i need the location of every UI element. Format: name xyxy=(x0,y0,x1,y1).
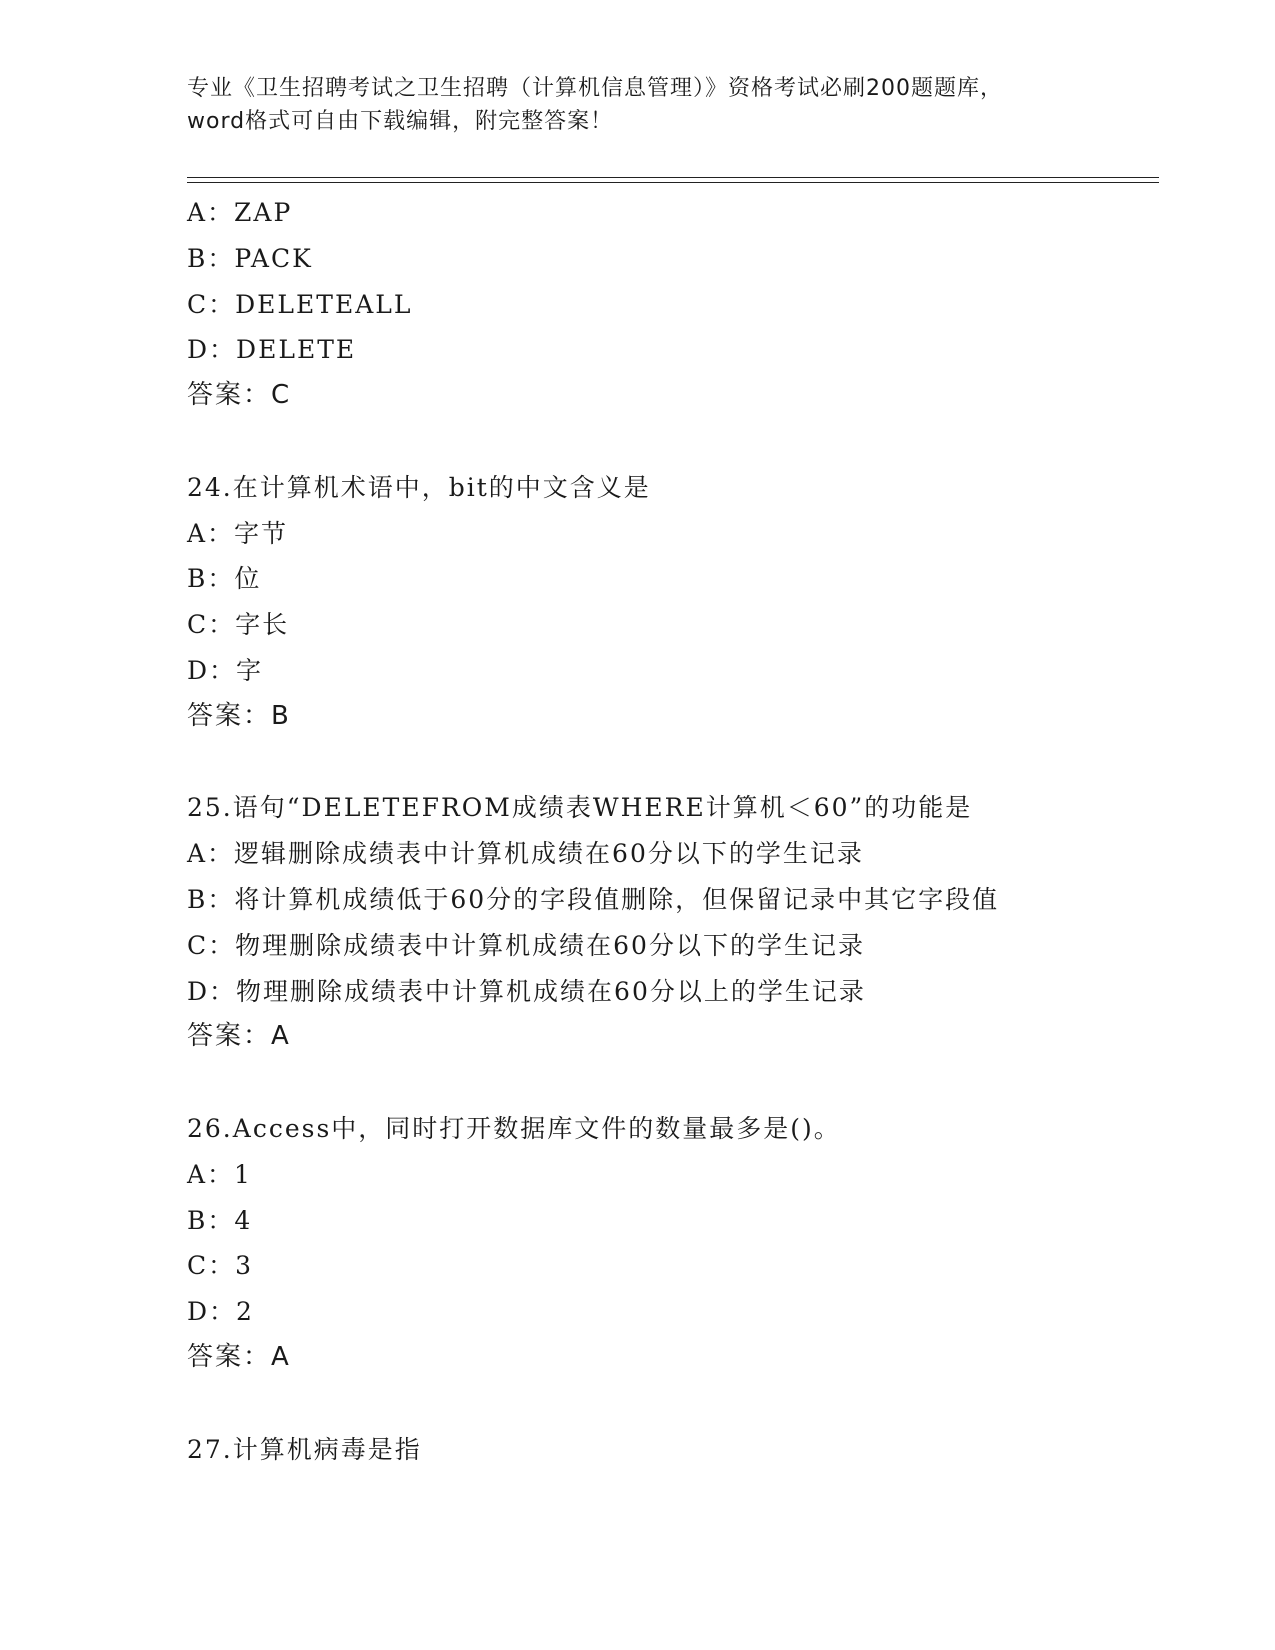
answer-text: 答案：A xyxy=(187,1341,291,1372)
option-d: D：物理删除成绩表中计算机成绩在60分以上的学生记录 xyxy=(187,976,866,1006)
option-c: C：3 xyxy=(187,1251,254,1281)
option-d: D：2 xyxy=(187,1297,254,1327)
option-a: A：ZAP xyxy=(187,198,293,227)
question-block-26 xyxy=(187,1106,1167,1381)
option-a: A：1 xyxy=(187,1159,252,1189)
answer-text: 答案：A xyxy=(187,1021,291,1052)
spacer xyxy=(187,740,1167,786)
question-block-25 xyxy=(187,785,1167,1060)
option-b: B：位 xyxy=(187,564,262,594)
spacer xyxy=(187,1060,1167,1106)
option-c: C：字长 xyxy=(187,610,290,640)
option-b: B：4 xyxy=(187,1205,253,1235)
document-header xyxy=(187,72,1087,138)
option-a: A：字节 xyxy=(187,518,289,548)
question-block-27 xyxy=(187,1427,1167,1473)
option-c: C：物理删除成绩表中计算机成绩在60分以下的学生记录 xyxy=(187,930,865,960)
option-d: D：DELETE xyxy=(187,335,357,365)
option-a: A：逻辑删除成绩表中计算机成绩在60分以下的学生记录 xyxy=(187,839,864,869)
question-text: 24.在计算机术语中，bit的中文含义是 xyxy=(187,472,651,502)
option-c: C：DELETEALL xyxy=(187,289,413,319)
header-divider-top xyxy=(187,177,1159,178)
question-text: 25.语句“DELETEFROM成绩表WHERE计算机＜60”的功能是 xyxy=(187,793,973,823)
header-line-2: word格式可自由下载编辑，附完整答案！ xyxy=(187,109,614,134)
option-b: B：PACK xyxy=(187,243,313,273)
option-b: B：将计算机成绩低于60分的字段值删除，但保留记录中其它字段值 xyxy=(187,884,1000,914)
header-line-1: 专业《卫生招聘考试之卫生招聘（计算机信息管理）》资格考试必刷200题题库， xyxy=(187,76,1003,101)
question-text: 27.计算机病毒是指 xyxy=(187,1434,422,1464)
option-d: D：字 xyxy=(187,655,264,685)
question-list xyxy=(187,190,1167,1472)
answer-text: 答案：C xyxy=(187,380,292,411)
answer-text: 答案：B xyxy=(187,700,291,731)
spacer xyxy=(187,1381,1167,1427)
question-block-23 xyxy=(187,190,1167,419)
header-divider-bottom xyxy=(187,182,1159,183)
question-text: 26.Access中，同时打开数据库文件的数量最多是()。 xyxy=(187,1113,841,1143)
question-block-24 xyxy=(187,465,1167,740)
spacer xyxy=(187,419,1167,465)
